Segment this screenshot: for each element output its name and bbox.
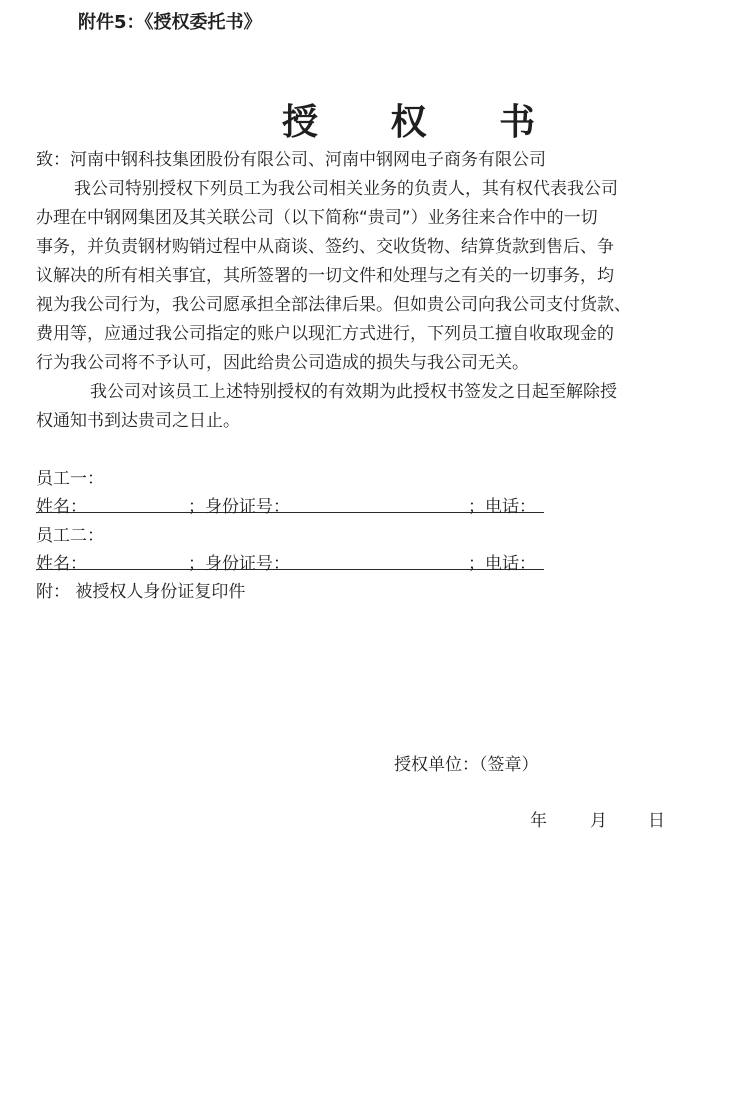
phone-label: ；电话： bbox=[468, 497, 536, 517]
employee-one-id-field[interactable] bbox=[300, 492, 460, 512]
paragraph-line: 行为我公司将不予认可，因此给贵公司造成的损失与我公司无关。 bbox=[36, 353, 529, 373]
document-title: 授 权 书 bbox=[282, 102, 566, 143]
paragraph-line: 办理在中钢网集团及其关联公司（以下简称“贵司”）业务往来合作中的一切 bbox=[36, 208, 598, 228]
employee-one-header: 员工一： bbox=[36, 469, 104, 489]
paragraph-line: 费用等，应通过我公司指定的账户以现汇方式进行，下列员工擅自收取现金的 bbox=[36, 324, 614, 344]
employee-two-header: 员工二： bbox=[36, 526, 104, 546]
date-day: 日 bbox=[648, 811, 665, 831]
attachment-note: 附： 被授权人身份证复印件 bbox=[36, 582, 246, 602]
paragraph-line: 视为我公司行为，我公司愿承担全部法律后果。但如贵公司向我公司支付货款、 bbox=[36, 295, 631, 315]
id-label: ；身份证号： bbox=[188, 554, 290, 574]
employee-one-name-field[interactable] bbox=[84, 492, 184, 512]
paragraph-line: 议解决的所有相关事宜，其所签署的一切文件和处理与之有关的一切事务，均 bbox=[36, 266, 614, 286]
signing-unit-label: 授权单位：（签章） bbox=[394, 755, 539, 775]
paragraph-line: 权通知书到达贵司之日止。 bbox=[36, 411, 240, 431]
paragraph-line: 我公司对该员工上述特别授权的有效期为此授权书签发之日起至解除授 bbox=[90, 382, 617, 402]
employee-two-id-field[interactable] bbox=[300, 549, 460, 569]
phone-label: ；电话： bbox=[468, 554, 536, 574]
name-label: 姓名： bbox=[36, 497, 87, 517]
date-month: 月 bbox=[590, 811, 607, 831]
employee-one-phone-field[interactable] bbox=[538, 492, 544, 512]
date-year: 年 bbox=[530, 811, 547, 831]
name-label: 姓名： bbox=[36, 554, 87, 574]
paragraph-line: 事务，并负责钢材购销过程中从商谈、签约、交收货物、结算货款到售后、争 bbox=[36, 237, 614, 257]
addressee-line: 致：河南中钢科技集团股份有限公司、河南中钢网电子商务有限公司 bbox=[36, 150, 546, 170]
employee-two-phone-field[interactable] bbox=[538, 549, 544, 569]
id-label: ；身份证号： bbox=[188, 497, 290, 517]
paragraph-line: 我公司特别授权下列员工为我公司相关业务的负责人，其有权代表我公司 bbox=[74, 179, 618, 199]
employee-two-name-field[interactable] bbox=[84, 549, 184, 569]
annex-label: 附件5：《授权委托书》 bbox=[78, 12, 262, 33]
